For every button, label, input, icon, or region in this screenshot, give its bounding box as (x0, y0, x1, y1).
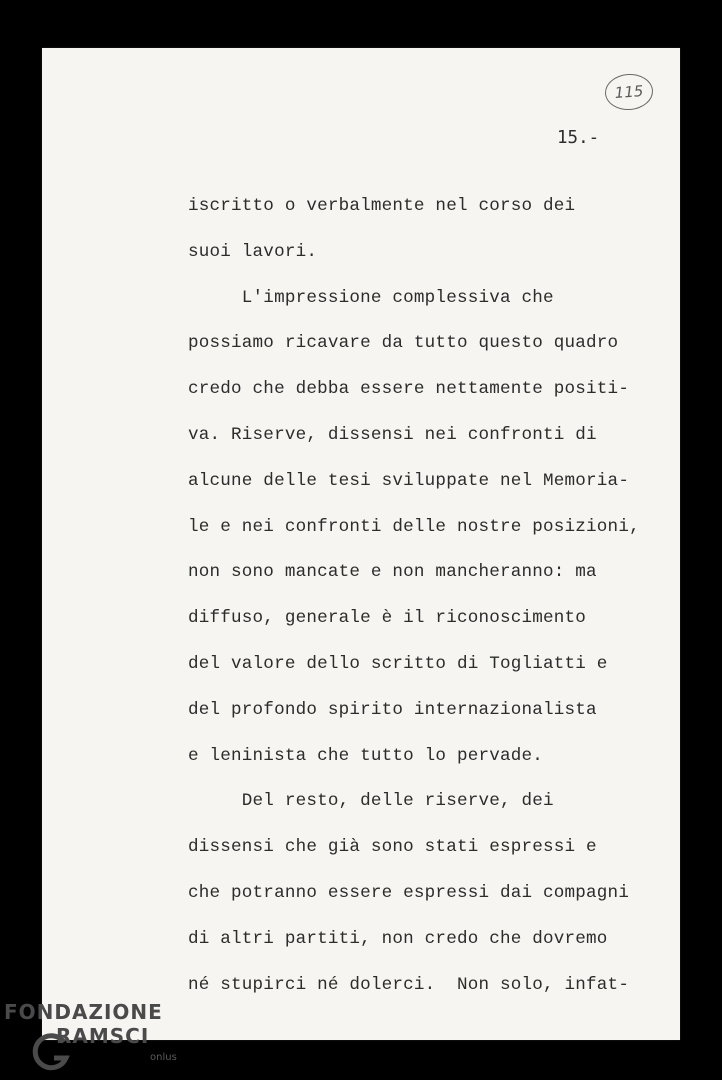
text-line: del profondo spirito internazionalista (188, 699, 597, 720)
logo-word-gramsci: RAMSCI (56, 1024, 150, 1048)
text-line: di altri partiti, non credo che dovremo (188, 928, 608, 949)
logo-word-fondazione: FONDAZIONE (4, 1000, 163, 1024)
text-line: le e nei confronti delle nostre posizioni, (188, 516, 640, 537)
text-line: suoi lavori. (188, 241, 318, 262)
text-line: va. Riserve, dissensi nei confronti di (188, 425, 597, 445)
text-line: iscritto o verbalmente nel corso dei (188, 196, 576, 216)
fondazione-gramsci-logo (4, 1000, 179, 1076)
text-line: possiamo ricavare da tutto questo quadro (188, 333, 619, 354)
text-line: dissensi che già sono stati espressi e (188, 837, 597, 858)
text-line: L'impressione complessiva che (188, 287, 554, 308)
text-line: credo che debba essere nettamente positi- (188, 379, 630, 400)
text-line: diffuso, generale è il riconoscimento (188, 608, 587, 629)
text-line: Del resto, delle riserve, dei (188, 791, 554, 812)
text-line: del valore dello scritto di Togliatti e (188, 654, 608, 674)
logo-subtitle: onlus (150, 1052, 177, 1063)
archive-number: 115 (614, 82, 644, 102)
text-line: non sono mancate e non mancheranno: ma (188, 562, 597, 583)
text-line: e leninista che tutto lo pervade. (188, 745, 544, 766)
page-number: 15.- (557, 128, 600, 148)
text-line: né stupirci né dolerci. Non solo, infat- (188, 974, 630, 995)
text-line: alcune delle tesi sviluppate nel Memoria- (188, 470, 630, 491)
text-line: che potranno essere espressi dai compagni (188, 883, 630, 903)
